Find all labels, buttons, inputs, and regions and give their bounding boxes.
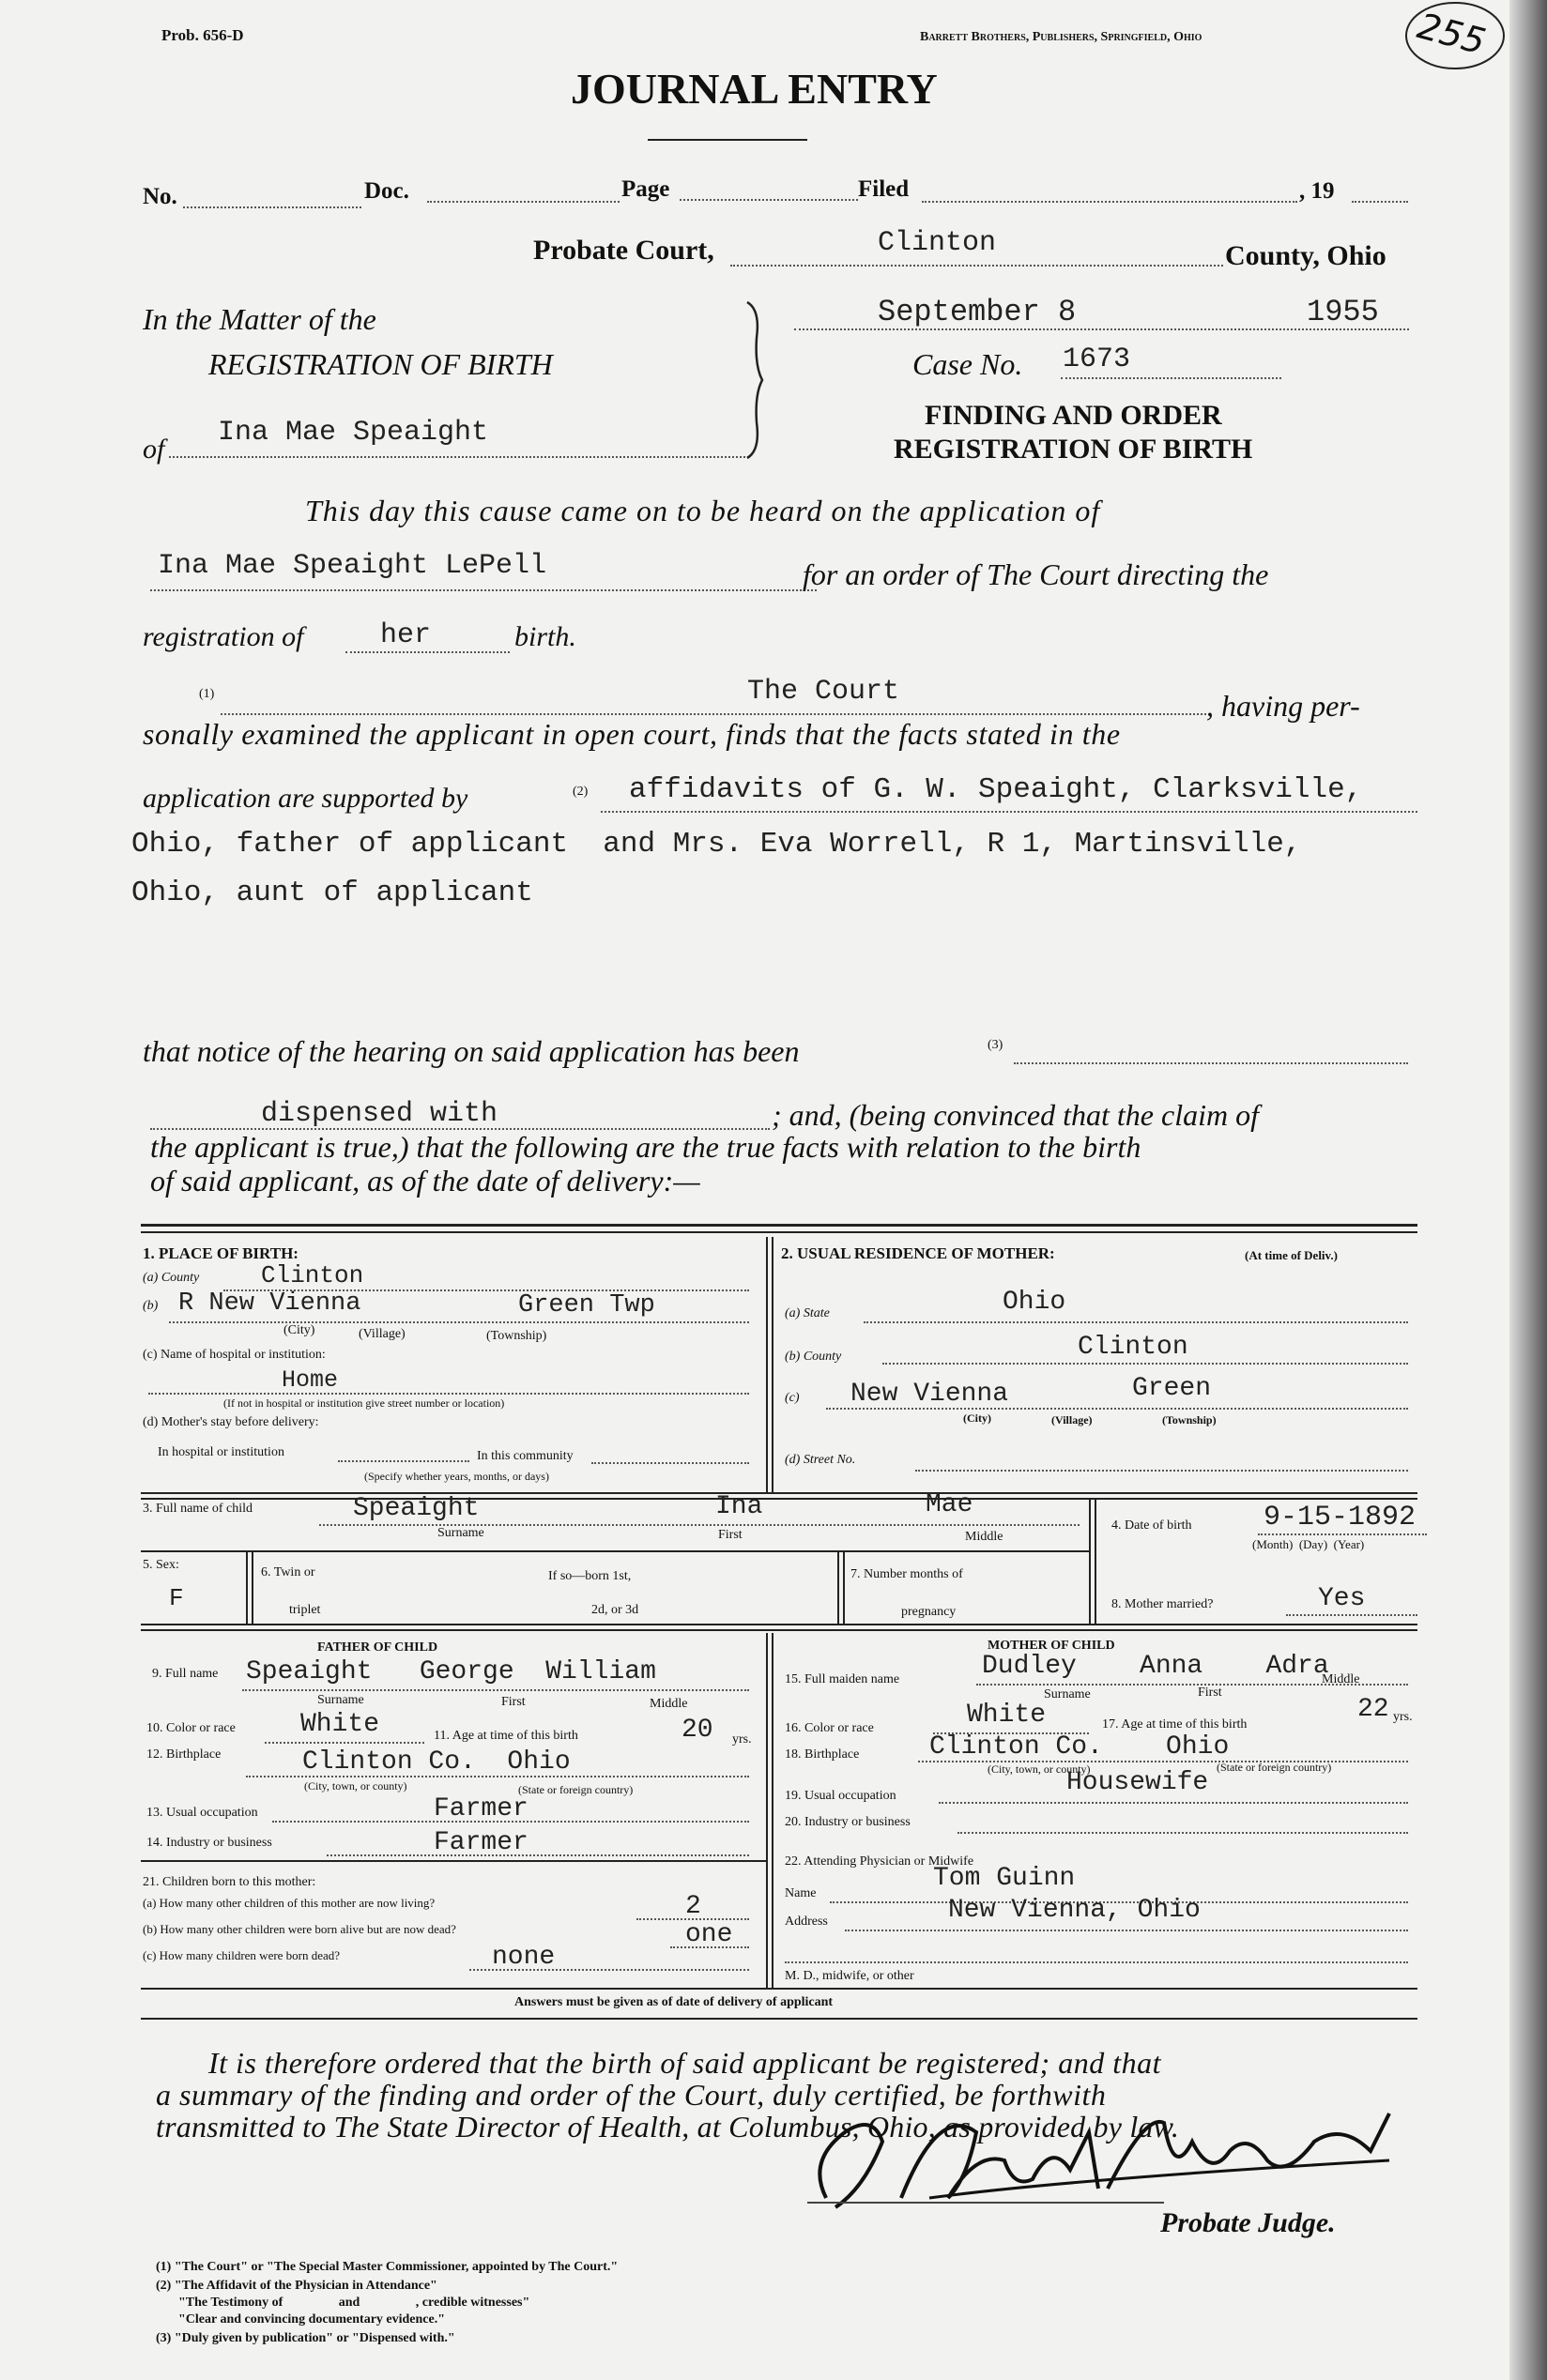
supported-text: application are supported by [143,783,468,814]
dob: 9-15-1892 [1264,1502,1417,1533]
res-state: Ohio [1003,1288,1066,1317]
res-county: Clinton [1078,1333,1188,1362]
residence-heading: 2. USUAL RESIDENCE OF MOTHER: [781,1244,1055,1262]
mother-color-label: 16. Color or race [785,1721,874,1735]
dispensed-text: dispensed with [261,1098,498,1130]
child-first: Ina [715,1492,763,1521]
mother-occupation: Housewife [1066,1768,1209,1797]
child-name-label: 3. Full name of child [143,1502,253,1516]
children-dead: one [685,1920,733,1949]
having-text: , having per- [1206,689,1360,723]
title-rule [648,139,807,141]
footnote-1: (1) "The Court" or "The Special Master Commissioner, appointed by The Court." [156,2260,619,2274]
matter-line1: In the Matter of the [143,302,376,336]
footnote-2b: "The Testimony of and , credible witnesses" [178,2296,530,2310]
pob-county-label: (a) County [143,1271,200,1285]
residence-heading-note: (At time of Deliv.) [1245,1248,1338,1262]
order-label: 2d, or 3d [591,1603,639,1617]
stillborn: none [492,1943,556,1972]
children-living: 2 [685,1892,701,1921]
father-surname-label: Surname [317,1693,364,1707]
city-label: (City) [283,1323,315,1337]
examiner: The Court [747,676,900,708]
notice-text: that notice of the hearing on said application has been [143,1034,800,1068]
child-surname-label: Surname [437,1526,484,1540]
months-label: 7. Number months of [850,1567,963,1581]
dob-note: (Month) (Day) (Year) [1252,1537,1365,1551]
res-county-label: (b) County [785,1350,842,1364]
village-label: (Village) [359,1327,406,1341]
mother-bp-note1: (City, town, or county) [988,1762,1091,1776]
matter-of: of [143,434,165,465]
order-line-3: transmitted to The State Director of Health, at Columbus, Ohio, as provided by law. [156,2110,1180,2144]
mother-surname-label: Surname [1044,1687,1091,1701]
birth-text: birth. [514,621,576,652]
doc-label: Doc. [364,178,409,204]
pob-township: Green Twp [518,1291,655,1320]
township-label: (Township) [486,1329,547,1343]
in-hospital-label: In hospital or institution [158,1445,284,1459]
res-street-label: (d) Street No. [785,1453,856,1467]
footnote-2: (2) "The Affidavit of the Physician in Attendance" [156,2279,437,2293]
father-occupation-label: 13. Usual occupation [146,1806,258,1820]
pob-hospital-note: (If not in hospital or institution give street number or location) [223,1396,505,1410]
finding-heading-1: FINDING AND ORDER [925,400,1222,431]
father-heading: FATHER OF CHILD [317,1640,438,1655]
place-of-birth-heading: 1. PLACE OF BIRTH: [143,1244,299,1262]
form-top-rule [141,1224,1417,1227]
child-surname: Speaight [353,1494,480,1523]
res-c-label: (c) [785,1391,800,1405]
sex: F [169,1584,184,1612]
mother-first-label: First [1198,1686,1222,1700]
mother-birthplace: Clinton Co. Ohio [929,1732,1230,1762]
note2-marker: (2) [573,785,589,799]
mother-name: Dudley Anna Adra [982,1652,1329,1681]
mother-heading: MOTHER OF CHILD [988,1639,1115,1653]
no-label: No. [143,184,177,209]
for-order-text: for an order of The Court directing the [803,557,1269,591]
probate-judge-label: Probate Judge. [1160,2207,1336,2238]
matter-name: Ina Mae Speaight [218,417,489,449]
registration-of-text: registration of [143,621,304,652]
finding-heading-2: REGISTRATION OF BIRTH [894,434,1253,465]
father-age: 20 [682,1716,713,1745]
mother-age-label: 17. Age at time of this birth [1102,1717,1248,1732]
father-bp-note1: (City, town, or county) [304,1779,407,1793]
twin-label: 6. Twin or [261,1565,315,1579]
father-color: White [300,1710,380,1739]
matter-year: 1955 [1307,295,1379,329]
intro-text: This day this cause came on to be heard on the application of [305,494,1101,527]
father-industry-label: 14. Industry or business [146,1836,272,1850]
page-label: Page [621,176,670,202]
matter-line2: REGISTRATION OF BIRTH [208,347,553,381]
court-county: Clinton [878,227,997,259]
child-middle: Mae [926,1490,973,1519]
applicant-name: Ina Mae Speaight LePell [158,550,547,582]
order-line-2: a summary of the finding and order of the Court, duly certified, be forthwith [156,2078,1107,2112]
attending-name-label: Name [785,1886,817,1900]
affidavit-line-1: affidavits of G. W. Speaight, Clarksville, [629,773,1363,806]
matter-date: September 8 [878,295,1077,329]
pob-hospital-label: (c) Name of hospital or institution: [143,1348,326,1362]
res-village-label: (Village) [1051,1413,1093,1426]
personally-text: sonally examined the applicant in open court, finds that the facts stated in the [143,717,1121,751]
child-first-label: First [718,1528,743,1542]
mother-married: Yes [1318,1584,1366,1613]
page-number: 255 [1413,5,1490,63]
mother-color: White [967,1701,1047,1730]
note1-marker: (1) [199,687,215,701]
children-heading: 21. Children born to this mother: [143,1875,316,1889]
attending-name: Tom Guinn [933,1864,1076,1893]
order-line-1: It is therefore ordered that the birth of said applicant be registered; and that [208,2046,1161,2080]
res-township-label: (Township) [1162,1413,1217,1426]
probate-court-label: Probate Court, [533,235,714,266]
county-ohio-label: County, Ohio [1225,240,1386,271]
mother-occupation-label: 19. Usual occupation [785,1789,896,1803]
binder-edge [1509,0,1547,2380]
married-label: 8. Mother married? [1111,1597,1214,1611]
attending-label: 22. Attending Physician or Midwife [785,1854,974,1869]
father-birthplace-label: 12. Birthplace [146,1747,222,1762]
pob-stay-label: (d) Mother's stay before delivery: [143,1415,319,1429]
mother-name-label: 15. Full maiden name [785,1672,900,1686]
father-first-label: First [501,1695,526,1709]
judge-signature [789,2085,1408,2217]
footnote-2c: "Clear and convincing documentary evidence." [178,2312,445,2327]
case-number: 1673 [1063,343,1131,375]
father-industry: Farmer [434,1828,528,1857]
mother-bp-note2: (State or foreign country) [1217,1761,1332,1774]
affidavit-line-2: Ohio, father of applicant and Mrs. Eva Worrell, R 1, Martinsville, [131,828,1302,861]
attending-md-label: M. D., midwife, or other [785,1969,914,1983]
case-label: Case No. [912,347,1023,381]
page-title: JOURNAL ENTRY [571,65,938,113]
dob-label: 4. Date of birth [1111,1518,1192,1533]
footnote-3: (3) "Duly given by publication" or "Dispensed with." [156,2331,455,2345]
mother-yrs: yrs. [1393,1710,1413,1724]
father-name-label: 9. Full name [152,1667,219,1681]
matter-brace [743,300,766,460]
father-yrs: yrs. [732,1732,752,1747]
filed-label: Filed [858,176,910,202]
father-age-label: 11. Age at time of this birth [434,1729,578,1743]
child-middle-label: Middle [965,1530,1003,1544]
mother-industry-label: 20. Industry or business [785,1815,911,1829]
stillborn-label: (c) How many children were born dead? [143,1948,341,1962]
specify-note: (Specify whether years, months, or days) [364,1470,549,1483]
form-number: Prob. 656-D [161,26,244,44]
answers-note: Answers must be given as of date of delivery of applicant [514,1995,834,2009]
res-city-label: (City) [963,1411,991,1425]
res-state-label: (a) State [785,1306,830,1320]
father-bp-note2: (State or foreign country) [518,1783,634,1796]
pob-b-label: (b) [143,1299,159,1313]
pob-place: R New Vienna [178,1289,361,1318]
year-label: , 19 [1299,178,1335,204]
ifso-label: If so—born 1st, [548,1569,632,1583]
mother-birthplace-label: 18. Birthplace [785,1747,860,1762]
children-living-label: (a) How many other children of this mother are now living? [143,1896,436,1910]
father-birthplace: Clinton Co. Ohio [302,1747,571,1777]
attending-address-label: Address [785,1915,828,1929]
attending-address: New Vienna, Ohio [948,1896,1201,1925]
sex-label: 5. Sex: [143,1558,179,1572]
mother-middle-label: Middle [1322,1672,1360,1686]
pronoun: her [380,619,432,651]
pregnancy-label: pregnancy [901,1605,957,1619]
affidavit-line-3: Ohio, aunt of applicant [131,877,533,909]
res-township: Green [1132,1374,1212,1403]
father-color-label: 10. Color or race [146,1721,236,1735]
father-name: Speaight George William [246,1657,656,1686]
convinced-line-1: ; and, (being convinced that the claim of [772,1098,1259,1132]
note3-marker: (3) [988,1038,1003,1052]
convinced-line-2: the applicant is true,) that the following are the true facts with relation to the birth [150,1130,1141,1164]
father-occupation: Farmer [434,1794,528,1823]
mother-age: 22 [1357,1695,1389,1724]
pob-hospital: Home [282,1366,339,1394]
children-dead-label: (b) How many other children were born alive but are now dead? [143,1922,456,1936]
res-city: New Vienna [850,1380,1009,1409]
father-middle-label: Middle [650,1697,688,1711]
triplet-label: triplet [289,1603,321,1617]
publisher: Barrett Brothers, Publishers, Springfield, Ohio [920,30,1202,44]
in-community-label: In this community [477,1449,574,1463]
convinced-line-3: of said applicant, as of the date of delivery:— [150,1164,700,1198]
pob-county: Clinton [261,1261,364,1289]
